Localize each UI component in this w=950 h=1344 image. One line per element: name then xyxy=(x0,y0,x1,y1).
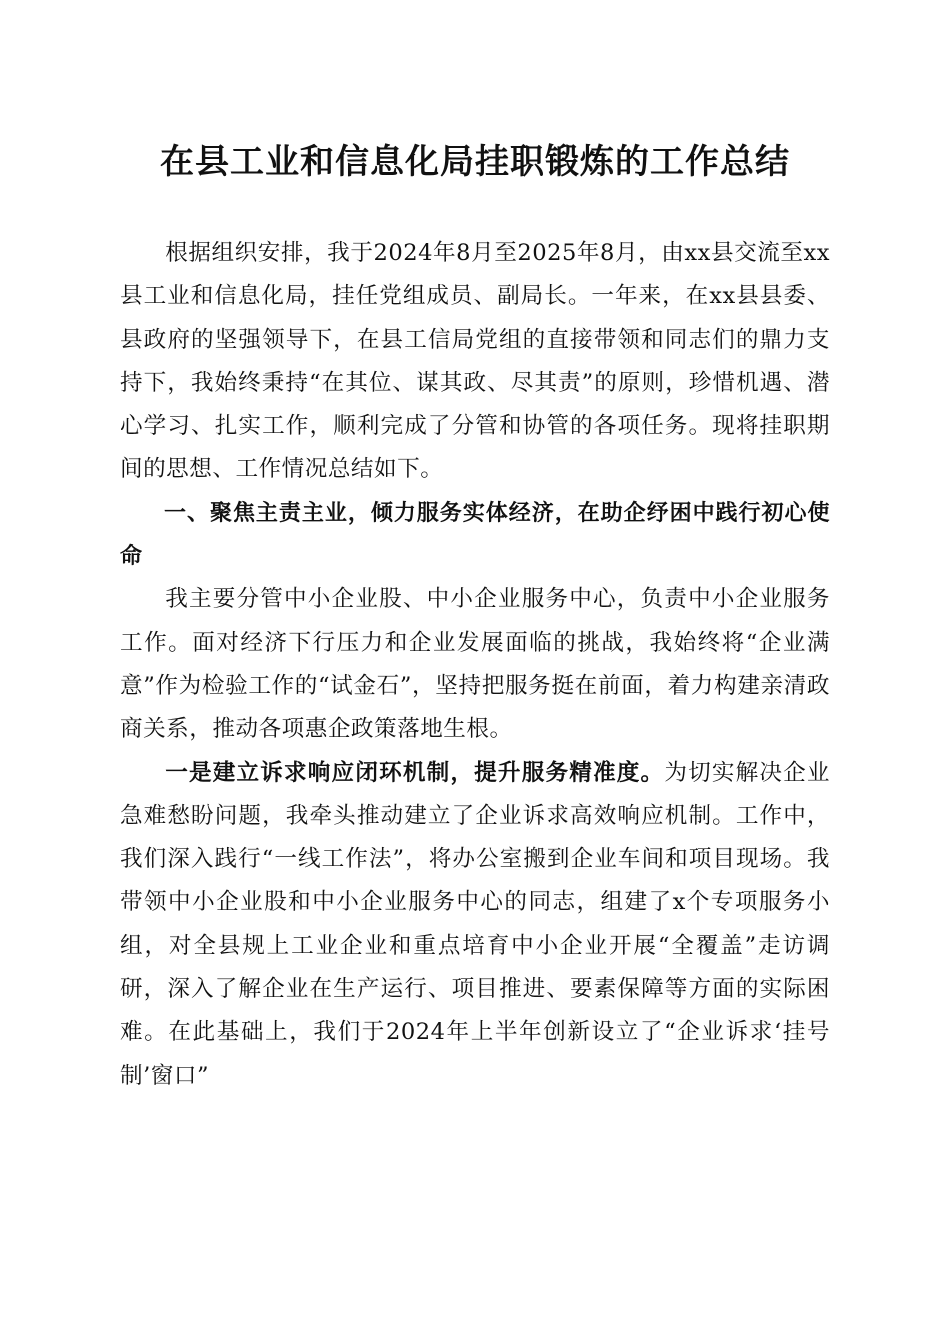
intro-paragraph: 根据组织安排，我于2024年8月至2025年8月，由xx县交流至xx县工业和信息化局，挂任党组成员、副局长。一年来，在xx县县委、县政府的坚强领导下，在县工信局党组的直接带领和同志们的鼎力支持下，我始终秉持“在其位、谋其政、尽其责”的原则，珍惜机遇、潜心学习、扎实工作，顺利完成了分管和协管的各项任务。现将挂职期间的思想、工作情况总结如下。 xyxy=(120,240,830,483)
point-1-body: 为切实解决企业急难愁盼问题，我牵头推动建立了企业诉求高效响应机制。工作中，我们深入践行“一线工作法”，将办公室搬到企业车间和项目现场。我带领中小企业股和中小企业服务中心的同志，组建了x个专项服务小组，对全县规上工业企业和重点培育中小企业开展“全覆盖”走访调研，深入了解企业在生产运行、项目推进、要素保障等方面的实际困难。在此基础上，我们于2024年上半年创新设立了“企业诉求‘挂号制’窗口” xyxy=(120,759,831,1089)
document-body xyxy=(120,232,830,1098)
point-1-lead: 一是建立诉求响应闭环机制，提升服务精准度。 xyxy=(165,759,665,786)
section-1-paragraph: 我主要分管中小企业股、中小企业服务中心，负责中小企业服务工作。面对经济下行压力和企业发展面临的挑战，我始终将“企业满意”作为检验工作的“试金石”，坚持把服务挺在前面，着力构建亲清政商关系，推动各项惠企政策落地生根。 xyxy=(120,586,830,743)
document-title: 在县工业和信息化局挂职锻炼的工作总结 xyxy=(160,142,790,182)
section-heading-1: 一、聚焦主责主业，倾力服务实体经济，在助企纾困中践行初心使命 xyxy=(120,500,830,570)
point-1-paragraph xyxy=(120,752,830,1098)
